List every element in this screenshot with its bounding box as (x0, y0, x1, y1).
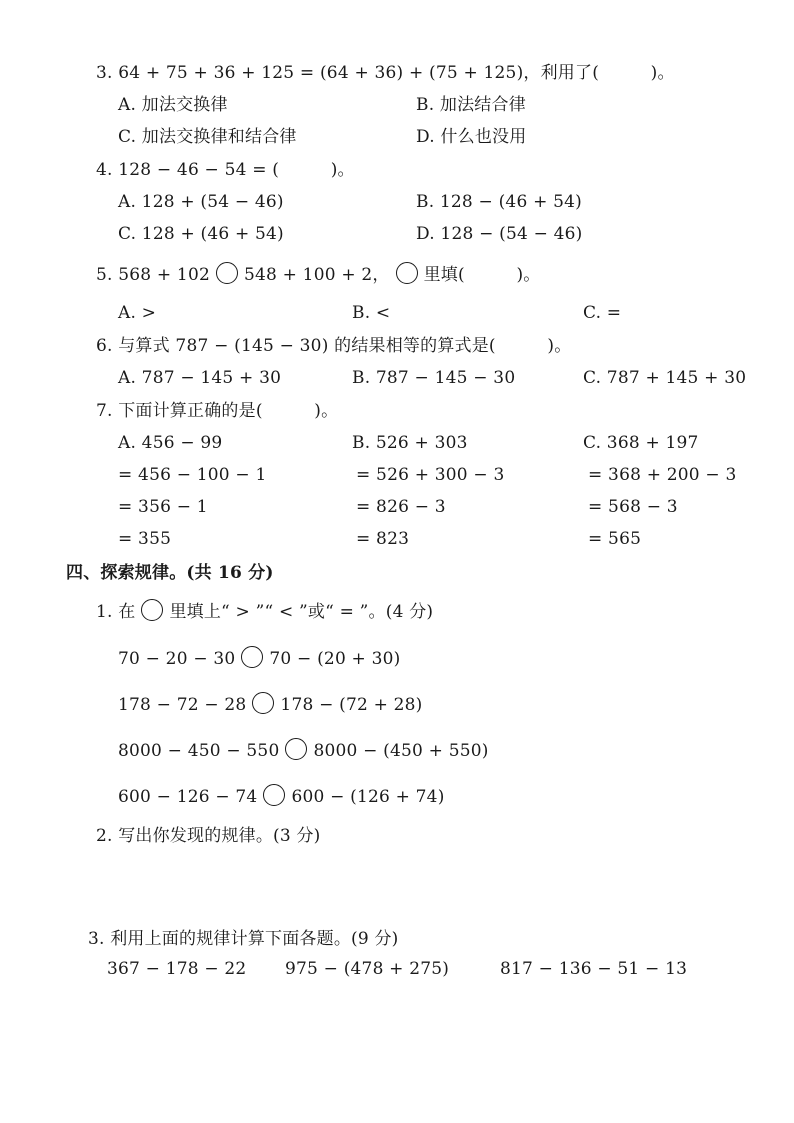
s4-p2-stem: 2. 写出你发现的规律。(3 分) (96, 826, 321, 846)
q7-b-line-2: = 526 + 300 − 3 (356, 465, 505, 485)
q5-option-c: C. = (583, 303, 622, 323)
s4-compare-row-4 (118, 784, 445, 808)
q3-option-c: C. 加法交换律和结合律 (118, 127, 297, 147)
q7-b-line-1: B. 526 + 303 (352, 433, 468, 453)
s4-row1-left: 70 − 20 − 30 (118, 649, 236, 669)
s4-row3-right: 8000 − (450 + 550) (313, 741, 489, 761)
q7-b-line-4: = 823 (356, 529, 410, 549)
q3-option-d: D. 什么也没用 (416, 127, 527, 147)
q7-c-line-1: C. 368 + 197 (583, 433, 699, 453)
s4-row4-circle-icon[interactable] (263, 784, 285, 806)
s4-row2-right: 178 − (72 + 28) (280, 695, 423, 715)
q3-stem: 3. 64 + 75 + 36 + 125 = (64 + 36) + (75 + 125)，利用了( )。 (96, 63, 675, 83)
q4-option-a: A. 128 + (54 − 46) (118, 192, 284, 212)
q7-c-line-2: = 368 + 200 − 3 (588, 465, 737, 485)
s4-p3-item-2: 975 − (478 + 275) (285, 959, 450, 979)
s4-p1-post: 里填上“ > ”“ < ”或“ = ”。(4 分) (169, 602, 434, 622)
q6-option-c: C. 787 + 145 + 30 (583, 368, 747, 388)
q7-stem: 7. 下面计算正确的是( )。 (96, 401, 339, 421)
s4-compare-row-2 (118, 692, 423, 716)
q5-option-a: A. > (118, 303, 157, 323)
s4-p3-item-3: 817 − 136 − 51 − 13 (500, 959, 688, 979)
s4-row4-left: 600 − 126 − 74 (118, 787, 258, 807)
q5-stem (96, 262, 540, 286)
s4-compare-row-1 (118, 646, 400, 670)
q5-option-b: B. < (352, 303, 391, 323)
q3-option-b: B. 加法结合律 (416, 95, 526, 115)
q5-left-expression: 5. 568 + 102 (96, 265, 210, 285)
s4-row2-circle-icon[interactable] (252, 692, 274, 714)
q6-option-a: A. 787 − 145 + 30 (118, 368, 282, 388)
q7-a-line-1: A. 456 − 99 (118, 433, 223, 453)
s4-row2-left: 178 − 72 − 28 (118, 695, 247, 715)
s4-p3-stem: 3. 利用上面的规律计算下面各题。(9 分) (88, 929, 399, 949)
q6-stem: 6. 与算式 787 − (145 − 30) 的结果相等的算式是( )。 (96, 336, 572, 356)
q7-c-line-4: = 565 (588, 529, 642, 549)
q6-option-b: B. 787 − 145 − 30 (352, 368, 516, 388)
q5-compare-circle-icon[interactable] (216, 262, 238, 284)
q5-tail: 里填( )。 (423, 265, 541, 285)
s4-p1-pre: 1. 在 (96, 602, 136, 622)
s4-row3-circle-icon[interactable] (285, 738, 307, 760)
s4-p3-item-1: 367 − 178 − 22 (107, 959, 247, 979)
q7-a-line-2: = 456 − 100 − 1 (118, 465, 267, 485)
q7-a-line-3: = 356 − 1 (118, 497, 208, 517)
s4-compare-row-3 (118, 738, 489, 762)
q4-option-b: B. 128 − (46 + 54) (416, 192, 582, 212)
q7-c-line-3: = 568 − 3 (588, 497, 678, 517)
q7-a-line-4: = 355 (118, 529, 172, 549)
s4-row1-right: 70 − (20 + 30) (269, 649, 401, 669)
s4-p1-circle-icon (141, 599, 163, 621)
q3-option-a: A. 加法交换律 (118, 95, 228, 115)
q4-stem: 4. 128 − 46 − 54 = ( )。 (96, 160, 355, 180)
section4-title: 四、探索规律。(共 16 分) (66, 563, 274, 583)
q7-b-line-3: = 826 − 3 (356, 497, 446, 517)
s4-row4-right: 600 − (126 + 74) (291, 787, 445, 807)
s4-p1-stem (96, 599, 433, 623)
s4-row1-circle-icon[interactable] (241, 646, 263, 668)
q5-circle-icon (396, 262, 418, 284)
s4-row3-left: 8000 − 450 − 550 (118, 741, 280, 761)
q4-option-c: C. 128 + (46 + 54) (118, 224, 284, 244)
q5-right-expression: 548 + 100 + 2， (243, 265, 390, 285)
q4-option-d: D. 128 − (54 − 46) (416, 224, 583, 244)
